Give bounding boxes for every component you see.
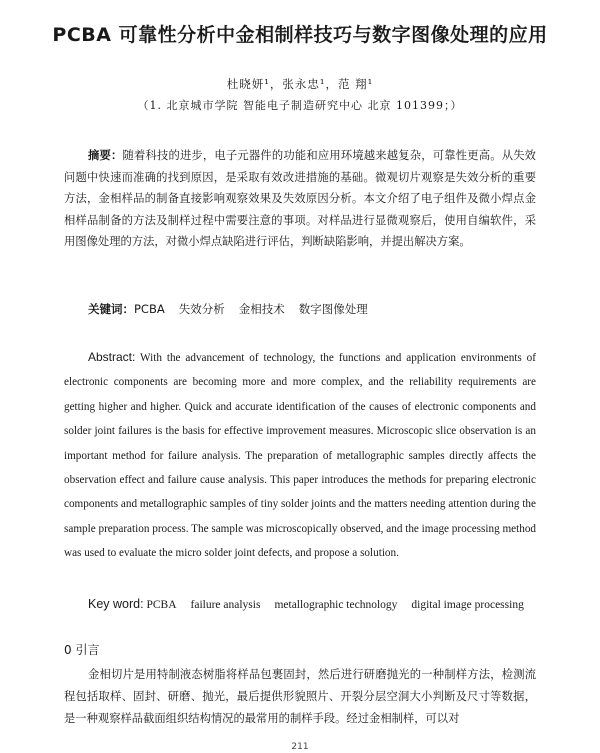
abstract-cn-label: 摘要：: [88, 149, 123, 162]
section-heading: 0 引言: [64, 643, 100, 657]
abstract-en: [64, 345, 536, 566]
abstract-en-label: Abstract:: [88, 350, 136, 364]
paper-authors: 杜晓妍¹，张永忠¹，范 翔¹: [226, 77, 374, 91]
keywords-cn: [88, 301, 548, 317]
keyword-en-item: failure analysis: [190, 599, 261, 611]
keywords-en: [88, 597, 558, 611]
keyword-en-item: metallographic technology: [274, 599, 398, 611]
keywords-en-label: Key word:: [88, 597, 144, 611]
keyword-cn-item: 金相技术: [238, 302, 285, 316]
keyword-cn-item: 数字图像处理: [298, 302, 368, 316]
body-paragraph: 金相切片是用特制液态树脂将样品包裹固封，然后进行研磨抛光的一种制样方法，检测流程包括取样、固封、研磨、抛光，最后提供形貌照片、开裂分层空洞大小判断及尺寸等数据，是一种观察样品截面组织结构情况的最常用的制样手段。经过金相制样，可以对: [64, 668, 536, 725]
keywords-cn-label: 关键词：: [88, 302, 134, 316]
keyword-cn-item: 失效分析: [178, 302, 225, 316]
paper-title: PCBA 可靠性分析中金相制样技巧与数字图像处理的应用: [52, 24, 548, 46]
keyword-en-item: PCBA: [146, 599, 177, 611]
abstract-en-text: With the advancement of technology, the functions and application environments of electronic components are becoming more and more complex, and the reliability requirements are getting higher and higher. Quick and accurate identification of the causes of electronic components and solder joint failures is the basis for effective improvement measures. Microscopic slice observation is an important method for failure analysis. The preparation of metallographic samples directly affects the observation effect and failure cause analysis. This paper introduces the methods for preparing electronic components and metallographic samples of tiny solder joints and the matters needing attention during the sample preparation process. The sample was microscopically observed, and the image processing method was used to evaluate the micro solder joint defects, and propose a solution.: [64, 352, 537, 560]
abstract-cn: [64, 145, 536, 253]
paper-affiliation: （1. 北京城市学院 智能电子制造研究中心 北京 101399；）: [137, 99, 463, 112]
page-number: 211: [291, 742, 309, 752]
keyword-cn-item: PCBA: [134, 302, 165, 316]
keyword-en-item: digital image processing: [411, 599, 524, 611]
abstract-cn-text: 随着科技的进步，电子元器件的功能和应用环境越来越复杂，可靠性更高。从失效问题中快速而准确的找到原因，是采取有效改进措施的基础。微观切片观察是失效分析的重要方法，金相样品的制备直接影响观察效果及失效原因分析。本文介绍了电子组件及微小焊点金相样品制备的方法及制样过程中需要注意的事项。对样品进行显微观察后，使用自编软件，采用图像处理的方法，对微小焊点缺陷进行评估，判断缺陷影响，并提出解决方案。: [64, 149, 536, 248]
